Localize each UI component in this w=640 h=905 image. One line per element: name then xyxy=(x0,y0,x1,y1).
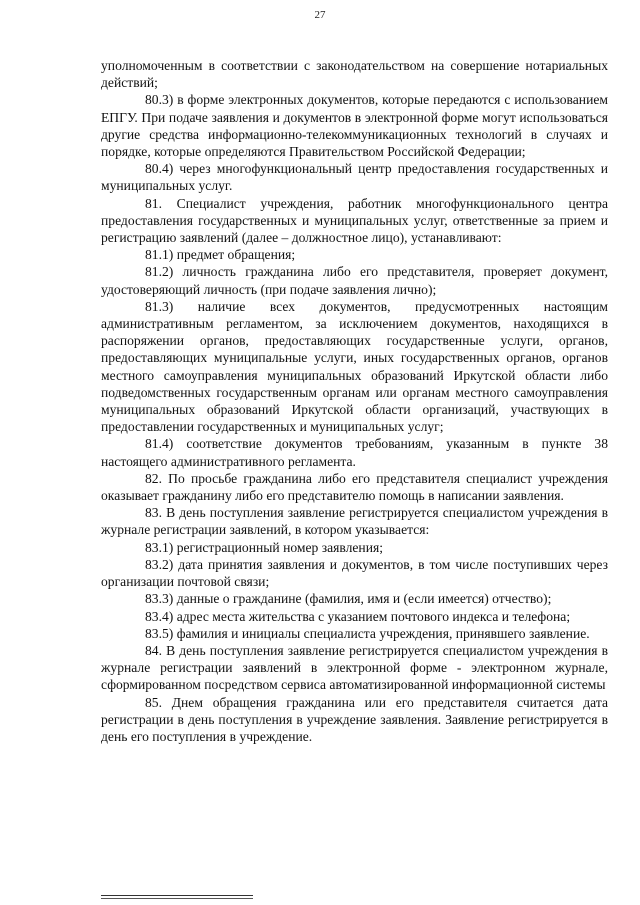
paragraph: 83.1) регистрационный номер заявления; xyxy=(145,539,384,555)
paragraph: 83.4) адрес места жительства с указанием почтового индекса и телефона; xyxy=(145,608,571,624)
paragraph: 85. Днем обращения гражданина или его представителя считается дата регистрации в день поступления в учреждение заявления. Заявление регистрируется в день его поступления в учреждение. xyxy=(101,694,608,744)
document-body xyxy=(101,57,608,745)
paragraph: 80.4) через многофункциональный центр предоставления государственных и муниципальных услуг. xyxy=(101,161,608,194)
paragraph: 81.3) наличие всех документов, предусмотренных настоящим административным регламентом, за исключением документов, находящихся в распоряжении органов, предоставляющих государственные услуги, органов, предоставляющих муниципальные услуги, иных государственных органов, органов местного самоуправления муниципальных образований Иркутской области либо подведомственных государственным органам или органам местного самоуправления муниципальных образований Иркутской области организаций, участвующих в предоставлении государственных и муниципальных услуг; xyxy=(101,298,608,435)
paragraph: 81.2) личность гражданина либо его представителя, проверяет документ, удостоверяющий личность (при подаче заявления лично); xyxy=(101,264,608,297)
paragraph: 81.1) предмет обращения; xyxy=(145,247,296,263)
paragraph: 81. Специалист учреждения, работник многофункционального центра предоставления государственных и муниципальных услуг, ответственные за прием и регистрацию заявлений (далее – должностное лицо), устанавливают: xyxy=(101,195,608,246)
paragraph: 83.2) дата принятия заявления и документов, в том числе поступивших через организации почтовой связи; xyxy=(101,556,608,590)
page-number: 27 xyxy=(314,9,326,21)
paragraph: 81.4) соответствие документов требованиям, указанным в пункте 38 настоящего административного регламента. xyxy=(101,436,608,469)
paragraph: 80.3) в форме электронных документов, которые передаются с использованием ЕПГУ. При подаче заявления и документов в электронной форме могут использоваться другие средства информационно-телекоммуникационных технологий в случаях и порядке, которые определяются Правительством Российской Федерации; xyxy=(101,92,608,160)
paragraph: 84. В день поступления заявление регистрируется специалистом учреждения в журнале регистрации заявлений в электронной форме - электронном журнале, сформированном посредством сервиса автоматизированной информационной системы xyxy=(101,642,608,693)
paragraph: уполномоченным в соответствии с законодательством на совершение нотариальных действий; xyxy=(101,58,608,91)
paragraph: 83.3) данные о гражданине (фамилия, имя и (если имеется) отчество); xyxy=(145,591,552,607)
paragraph: 83.5) фамилия и инициалы специалиста учреждения, принявшего заявление. xyxy=(145,625,590,641)
footer-divider xyxy=(101,895,253,896)
paragraph: 82. По просьбе гражданина либо его представителя специалист учреждения оказывает гражданину либо его представителю помощь в написании заявления. xyxy=(101,470,608,504)
footer-divider xyxy=(101,898,253,899)
paragraph: 83. В день поступления заявление регистрируется специалистом учреждения в журнале регистрации заявлений, в котором указывается: xyxy=(101,505,608,538)
